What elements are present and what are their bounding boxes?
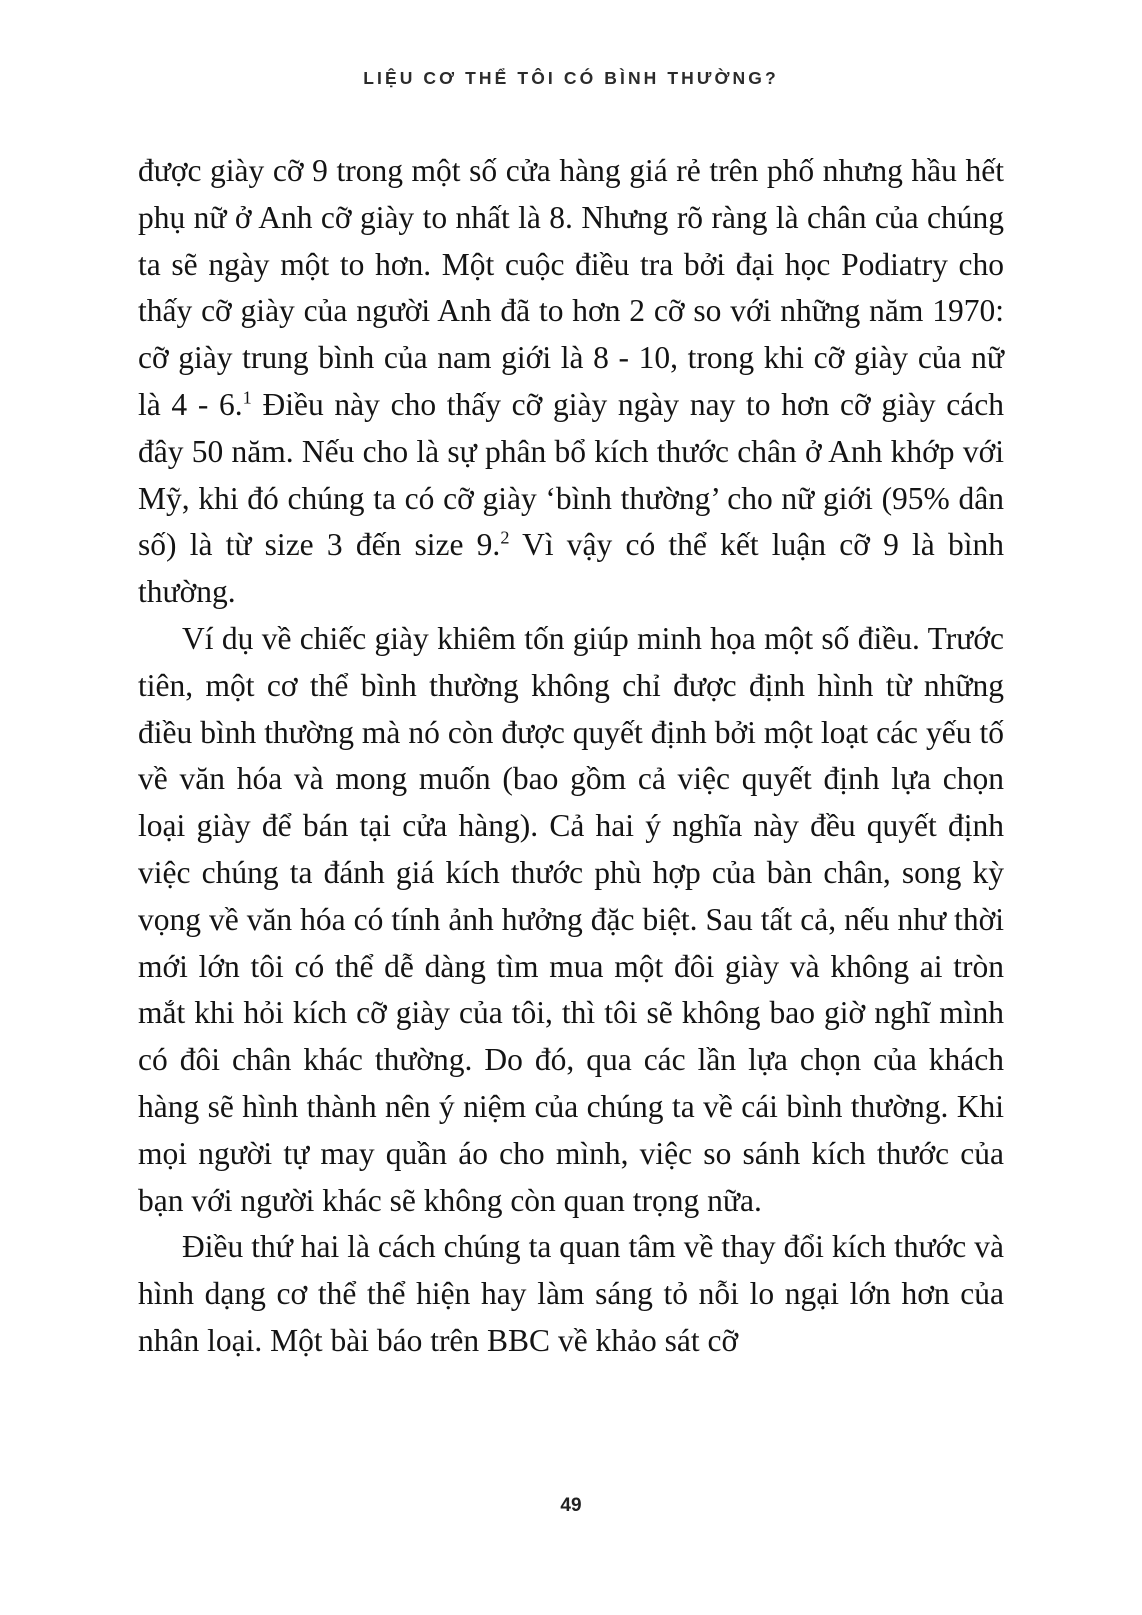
running-head: LIỆU CƠ THỂ TÔI CÓ BÌNH THƯỜNG? — [363, 68, 779, 88]
page-body — [138, 148, 1004, 1365]
footnote-marker-1: 1 — [242, 387, 252, 408]
page-number: 49 — [560, 1495, 582, 1516]
footnote-marker-2: 2 — [500, 527, 510, 548]
paragraph-1-part-1: được giày cỡ 9 trong một số cửa hàng giá rẻ trên phố nhưng hầu hết phụ nữ ở Anh cỡ giày to nhất là 8. Nhưng rõ ràng là chân của chúng ta sẽ ngày một to hơn. Một cuộc điều tra bởi đại học Podiatry cho thấy cỡ giày của người Anh đã to hơn 2 cỡ so với những năm 1970: cỡ giày trung bình của nam giới là 8 - 10, trong khi cỡ giày của nữ là 4 - 6. — [138, 153, 1004, 422]
paragraph-1 — [138, 148, 1004, 616]
paragraph-3: Điều thứ hai là cách chúng ta quan tâm về thay đổi kích thước và hình dạng cơ thể thể hiện hay làm sáng tỏ nỗi lo ngại lớn hơn của nhân loại. Một bài báo trên BBC về khảo sát cỡ — [138, 1229, 1004, 1358]
paragraph-1-part-3: Vì vậy có thể kết luận cỡ 9 là bình thường. — [138, 527, 1004, 610]
paragraph-1-part-2: Điều này cho thấy cỡ giày ngày nay to hơn cỡ giày cách đây 50 năm. Nếu cho là sự phân bổ kích thước chân ở Anh khớp với Mỹ, khi đó chúng ta có cỡ giày ‘bình thường’ cho nữ giới (95% dân số) là từ size 3 đến size 9. — [138, 386, 1004, 563]
paragraph-2: Ví dụ về chiếc giày khiêm tốn giúp minh họa một số điều. Trước tiên, một cơ thể bình thường không chỉ được định hình từ những điều bình thường mà nó còn được quyết định bởi một loạt các yếu tố về văn hóa và mong muốn (bao gồm cả việc quyết định lựa chọn loại giày để bán tại cửa hàng). Cả hai ý nghĩa này đều quyết định việc chúng ta đánh giá kích thước phù hợp của bàn chân, song kỳ vọng về văn hóa có tính ảnh hưởng đặc biệt. Sau tất cả, nếu như thời mới lớn tôi có thể dễ dàng tìm mua một đôi giày và không ai tròn mắt khi hỏi kích cỡ giày của tôi, thì tôi sẽ không bao giờ nghĩ mình có đôi chân khác thường. Do đó, qua các lần lựa chọn của khách hàng sẽ hình thành nên ý niệm của chúng ta về cái bình thường. Khi mọi người tự may quần áo cho mình, việc so sánh kích thước của bạn với người khác sẽ không còn quan trọng nữa. — [138, 620, 1004, 1218]
